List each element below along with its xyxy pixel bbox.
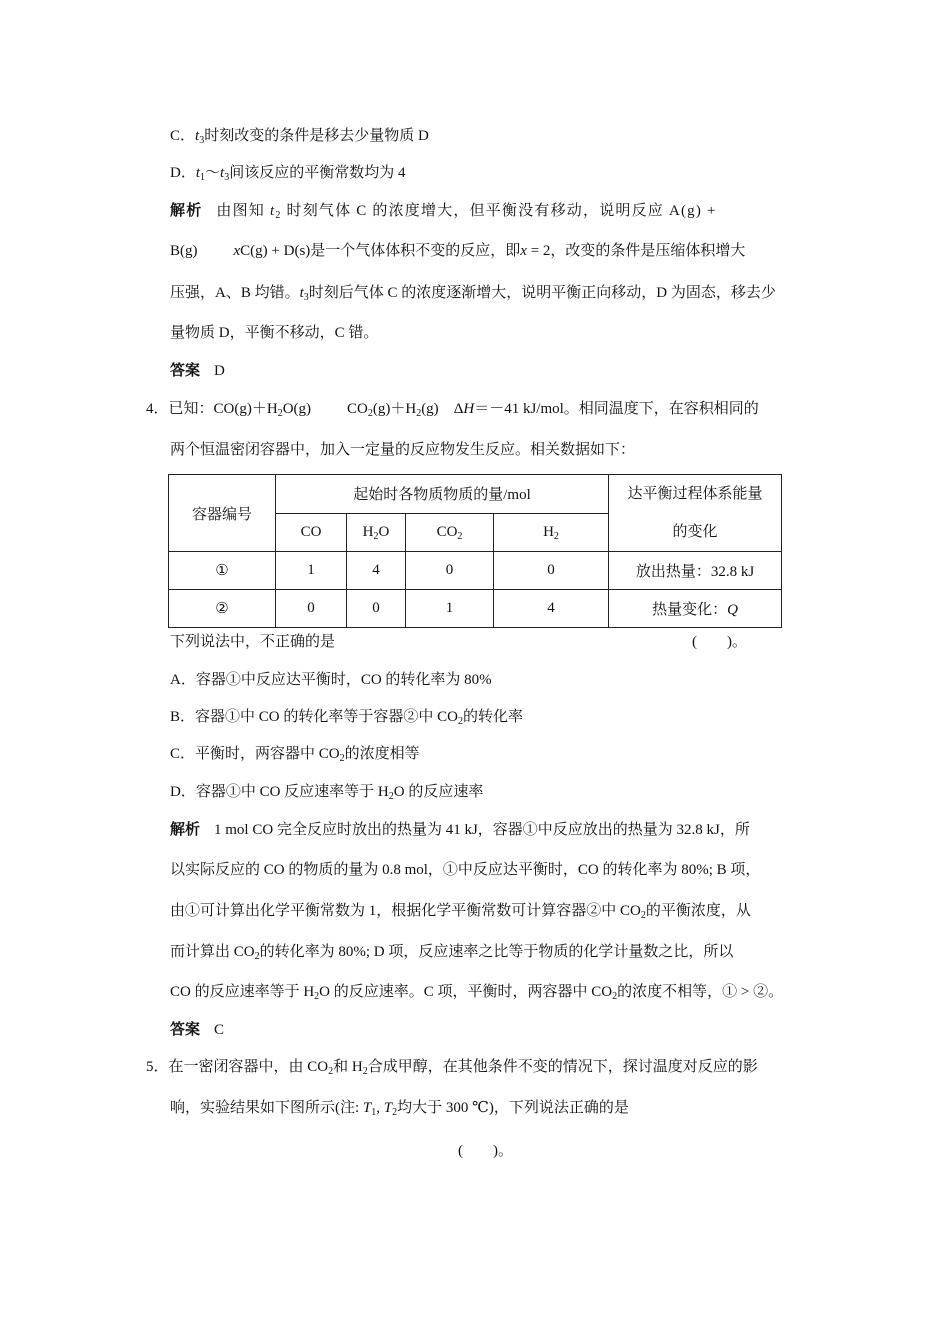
variable: H <box>463 401 475 417</box>
q5-answer-blank <box>458 1141 513 1161</box>
cell-container-id: ① <box>169 552 276 590</box>
analysis-text: = 2，改变的条件是压缩体积增大 <box>526 243 746 259</box>
subscript: 2 <box>392 1107 398 1118</box>
analysis-text: 由①可计算出化学平衡常数为 1，根据化学平衡常数可计算容器②中 CO <box>170 903 641 919</box>
variable: Q <box>727 602 738 618</box>
subscript: 2 <box>457 716 463 727</box>
question-number: 4． <box>146 401 169 417</box>
subscript: 2 <box>553 530 559 542</box>
col-h2 <box>494 513 609 552</box>
variable: t <box>195 128 200 144</box>
option-text: D．容器①中 CO 反应速率等于 H <box>170 784 389 800</box>
stem-text: , <box>376 1100 384 1116</box>
subscript: 2 <box>328 1066 334 1077</box>
variable: t <box>195 165 201 181</box>
subscript: 2 <box>373 530 379 542</box>
col-text: CO <box>436 523 458 540</box>
q5-stem-line-1 <box>146 1057 758 1077</box>
analysis-text: 量物质 D，平衡不移动，C 错。 <box>170 325 379 341</box>
cell-h2o: 0 <box>347 590 406 628</box>
header-energy-change <box>609 475 782 552</box>
analysis-text: B(g) <box>170 243 198 259</box>
q3-analysis-line-2 <box>170 241 745 261</box>
answer-label: 答案 <box>170 363 201 379</box>
cell-co: 0 <box>276 590 347 628</box>
stem-text: 和 H <box>333 1059 363 1075</box>
q3-analysis-line-1 <box>170 201 717 221</box>
answer-label: 答案 <box>170 1022 201 1038</box>
variable: T <box>383 1100 393 1116</box>
variable: x <box>520 243 527 259</box>
analysis-text: CO 的反应速率等于 H <box>170 984 315 1000</box>
subscript: 2 <box>640 910 646 921</box>
header-initial-amounts: 起始时各物质物质的量/mol <box>276 475 609 514</box>
analysis-text: 的平衡浓度，从 <box>645 903 751 919</box>
cell-energy <box>609 552 782 590</box>
header-energy-line-1: 达平衡过程体系能量 <box>627 486 763 502</box>
cell-co: 1 <box>276 552 347 590</box>
col-h2o <box>347 513 406 552</box>
cell-co2: 1 <box>406 590 494 628</box>
cell-container-id: ② <box>169 590 276 628</box>
delta-symbol: Δ <box>453 401 464 417</box>
variable: t <box>220 165 225 181</box>
q4-prompt <box>170 632 335 652</box>
cell-energy <box>609 590 782 628</box>
table-row <box>169 552 782 590</box>
variable: t <box>299 285 304 301</box>
analysis-text: 而计算出 CO <box>170 944 255 960</box>
analysis-text: O 的反应速率。C 项，平衡时，两容器中 CO <box>319 984 613 1000</box>
col-text: H <box>543 523 554 540</box>
q4-option-d <box>170 782 483 802</box>
subscript: 2 <box>254 951 260 962</box>
cell-energy-text: 放出热量：32.8 kJ <box>635 564 755 580</box>
q4-option-b <box>170 707 523 727</box>
option-text: B．容器①中 CO 的转化率等于容器②中 CO <box>170 709 458 725</box>
subscript: 2 <box>277 408 283 419</box>
stem-text: 合成甲醇，在其他条件不变的情况下，探讨温度对反应的影 <box>367 1059 758 1075</box>
col-co2 <box>406 513 494 552</box>
q4-stem-line-1 <box>146 399 759 419</box>
stem-text: 均大于 300 ℃)，下列说法正确的是 <box>397 1100 629 1116</box>
subscript: 2 <box>416 408 422 419</box>
option-text: 的转化率 <box>462 709 523 725</box>
stem-text: 响，实验结果如下图所示(注: <box>170 1100 363 1116</box>
subscript: 3 <box>224 172 230 183</box>
option-text: 间该反应的平衡常数均为 4 <box>229 165 406 181</box>
cell-h2o: 4 <box>347 552 406 590</box>
subscript: 2 <box>339 753 345 764</box>
q4-analysis-line-5 <box>170 982 783 1002</box>
col-co: CO <box>276 513 347 552</box>
subscript: 2 <box>388 791 394 802</box>
q4-stem-line-2 <box>170 440 635 460</box>
option-prefix: C． <box>170 128 196 144</box>
q3-answer <box>170 361 225 381</box>
variable: T <box>362 1100 372 1116</box>
q4-analysis-line-4 <box>170 942 733 962</box>
subscript: 3 <box>199 135 205 146</box>
subscript: 2 <box>314 991 320 1002</box>
q4-analysis-line-1 <box>170 820 750 840</box>
q4-answer <box>170 1020 224 1040</box>
stem-text: CO <box>347 401 368 417</box>
range-sign: ～ <box>205 165 221 181</box>
q4-option-a <box>170 670 492 690</box>
subscript: 2 <box>362 1066 368 1077</box>
analysis-label: 解析 <box>170 822 201 838</box>
blank-text: ( )。 <box>458 1143 513 1159</box>
table-header-row <box>169 475 782 514</box>
stem-text: 两个恒温密闭容器中，加入一定量的反应物发生反应。相关数据如下： <box>170 442 636 458</box>
cell-energy-text: 热量变化： <box>652 602 728 618</box>
blank-text: ( )。 <box>692 634 747 650</box>
stem-text: 在一密闭容器中，由 CO <box>168 1059 329 1075</box>
header-container: 容器编号 <box>169 475 276 552</box>
stem-text: (g)＋H <box>372 401 417 417</box>
q3-analysis-line-4 <box>170 323 378 343</box>
subscript: 2 <box>275 210 282 221</box>
subscript: 1 <box>371 1107 377 1118</box>
option-text: C．平衡时，两容器中 CO <box>170 746 340 762</box>
analysis-text: 时刻气体 C 的浓度增大，但平衡没有移动，说明反应 A(g) + <box>286 203 717 219</box>
q3-option-c <box>170 126 429 146</box>
subscript: 2 <box>457 530 463 542</box>
question-number: 5． <box>146 1059 169 1075</box>
subscript: 2 <box>612 991 618 1002</box>
variable: t <box>269 203 276 219</box>
table-row <box>169 590 782 628</box>
col-text: O <box>378 523 390 540</box>
variable: x <box>233 243 241 259</box>
cell-h2: 4 <box>494 590 609 628</box>
analysis-text: 的浓度不相等，① > ②。 <box>617 984 784 1000</box>
option-text: 的浓度相等 <box>344 746 420 762</box>
stem-text: 已知：CO(g)＋H <box>168 401 278 417</box>
answer-value: C <box>214 1022 225 1038</box>
q4-option-c <box>170 744 420 764</box>
col-text: H <box>362 523 374 540</box>
data-table <box>168 474 782 628</box>
analysis-text: 以实际反应的 CO 的物质的量为 0.8 mol，①中反应达平衡时，CO 的转化率为 80%; B 项， <box>170 862 761 878</box>
subscript: 1 <box>200 172 206 183</box>
answer-value: D <box>214 363 225 379</box>
option-text: 时刻改变的条件是移去少量物质 D <box>204 128 429 144</box>
q3-option-d <box>170 163 405 183</box>
header-energy-line-2: 的变化 <box>672 524 718 540</box>
option-text: A．容器①中反应达平衡时，CO 的转化率为 80% <box>170 672 492 688</box>
analysis-text: 由图知 <box>216 203 266 219</box>
analysis-text: 压强，A、B 均错。 <box>170 285 300 301</box>
q4-analysis-line-2 <box>170 860 760 880</box>
q4-answer-blank <box>692 632 747 652</box>
q4-analysis-line-3 <box>170 901 751 921</box>
subscript: 3 <box>303 292 309 303</box>
analysis-text: 时刻后气体 C 的浓度逐渐增大，说明平衡正向移动，D 为固态，移去少 <box>308 285 776 301</box>
cell-co2: 0 <box>406 552 494 590</box>
prompt-text: 下列说法中，不正确的是 <box>170 634 336 650</box>
analysis-label: 解析 <box>170 203 203 219</box>
analysis-text: C(g) + D(s)是一个气体体积不变的反应，即 <box>240 243 521 259</box>
stem-text: ＝－41 kJ/mol。相同温度下，在容积相同的 <box>474 401 759 417</box>
option-prefix: D． <box>170 165 196 181</box>
analysis-text: 1 mol CO 完全反应时放出的热量为 41 kJ，容器①中反应放出的热量为 32.8 kJ，所 <box>214 822 750 838</box>
stem-text: O(g) <box>282 401 312 417</box>
subscript: 2 <box>367 408 373 419</box>
q3-analysis-line-3 <box>170 283 776 303</box>
cell-h2: 0 <box>494 552 609 590</box>
q5-stem-line-2 <box>170 1098 629 1118</box>
analysis-text: 的转化率为 80%; D 项，反应速率之比等于物质的化学计量数之比，所以 <box>259 944 734 960</box>
stem-text: (g) <box>421 401 439 417</box>
option-text: O 的反应速率 <box>393 784 484 800</box>
